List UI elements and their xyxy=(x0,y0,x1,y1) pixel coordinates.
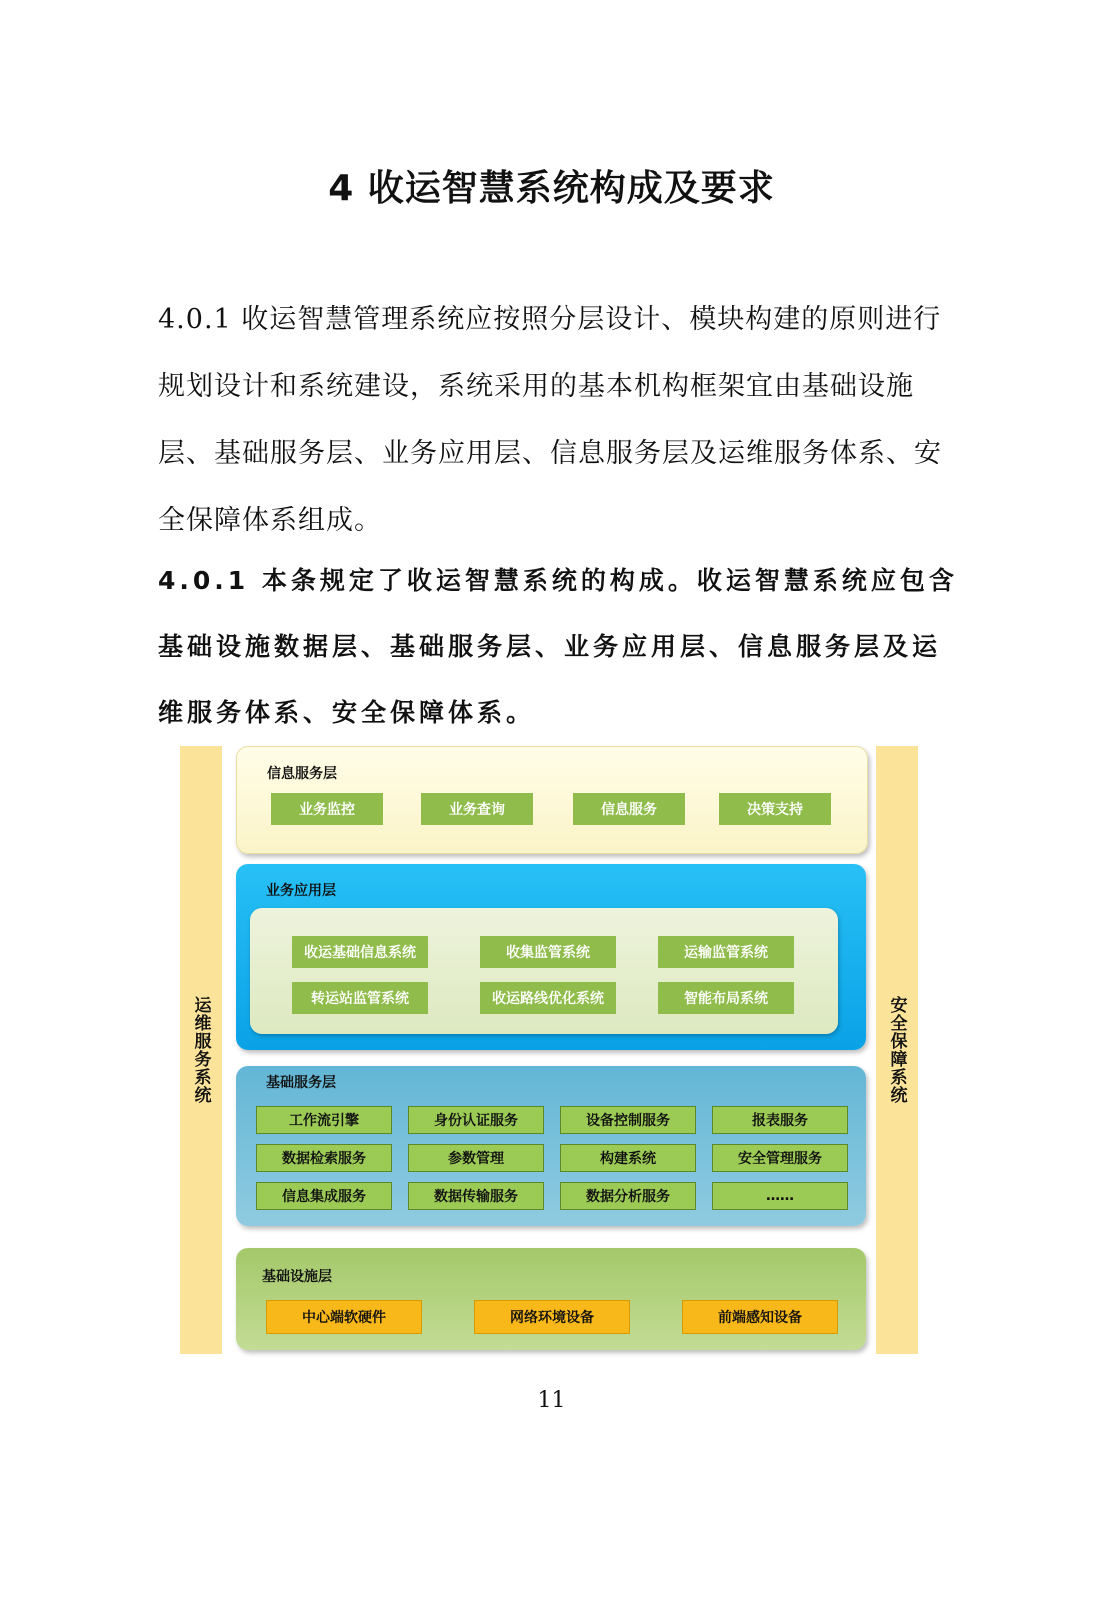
app-item: 收集监管系统 xyxy=(480,936,616,968)
base-item: 身份认证服务 xyxy=(408,1106,544,1134)
info-item: 业务监控 xyxy=(271,793,383,825)
app-item: 运输监管系统 xyxy=(658,936,794,968)
base-item: 参数管理 xyxy=(408,1144,544,1172)
app-item: 收运路线优化系统 xyxy=(480,982,616,1014)
base-item: 安全管理服务 xyxy=(712,1144,848,1172)
base-item: 数据检索服务 xyxy=(256,1144,392,1172)
page-number: 11 xyxy=(537,1388,566,1413)
app-item: 收运基础信息系统 xyxy=(292,936,428,968)
info-item: 决策支持 xyxy=(719,793,831,825)
ops-service-label: 运维服务系统 xyxy=(190,996,211,1104)
base-item: 报表服务 xyxy=(712,1106,848,1134)
base-item: 数据传输服务 xyxy=(408,1182,544,1210)
page-title: 4 收运智慧系统构成及要求 xyxy=(328,168,775,209)
architecture-diagram xyxy=(180,746,920,1356)
base-item: 工作流引擎 xyxy=(256,1106,392,1134)
security-bar xyxy=(876,746,918,1354)
infra-item: 前端感知设备 xyxy=(682,1300,838,1334)
info-service-layer xyxy=(236,746,868,854)
app-item: 转运站监管系统 xyxy=(292,982,428,1014)
info-item: 信息服务 xyxy=(573,793,685,825)
infra-layer-title: 基础设施层 xyxy=(262,1269,332,1285)
infra-item: 中心端软硬件 xyxy=(266,1300,422,1334)
base-item: 信息集成服务 xyxy=(256,1182,392,1210)
ops-service-bar xyxy=(180,746,222,1354)
app-item: 智能布局系统 xyxy=(658,982,794,1014)
base-layer-title: 基础服务层 xyxy=(266,1075,336,1091)
base-item: 数据分析服务 xyxy=(560,1182,696,1210)
base-item: 设备控制服务 xyxy=(560,1106,696,1134)
app-layer xyxy=(236,864,866,1050)
app-layer-title: 业务应用层 xyxy=(266,883,336,899)
info-item: 业务查询 xyxy=(421,793,533,825)
infra-item: 网络环境设备 xyxy=(474,1300,630,1334)
note-paragraph: 4.0.1 本条规定了收运智慧系统的构成。收运智慧系统应包含基础设施数据层、基础服务层、业务应用层、信息服务层及运维服务体系、安全保障体系。 xyxy=(158,566,958,727)
security-label: 安全保障系统 xyxy=(886,996,907,1104)
app-inner-panel xyxy=(250,908,838,1034)
base-service-layer xyxy=(236,1066,866,1226)
base-item: 构建系统 xyxy=(560,1144,696,1172)
infra-layer xyxy=(236,1248,866,1350)
info-layer-title: 信息服务层 xyxy=(267,766,337,782)
base-item: …… xyxy=(712,1182,848,1210)
clause-paragraph: 4.0.1 收运智慧管理系统应按照分层设计、模块构建的原则进行规划设计和系统建设，系统采用的基本机构框架宜由基础设施层、基础服务层、业务应用层、信息服务层及运维服务体系、安全保障体系组成。 xyxy=(158,304,942,536)
